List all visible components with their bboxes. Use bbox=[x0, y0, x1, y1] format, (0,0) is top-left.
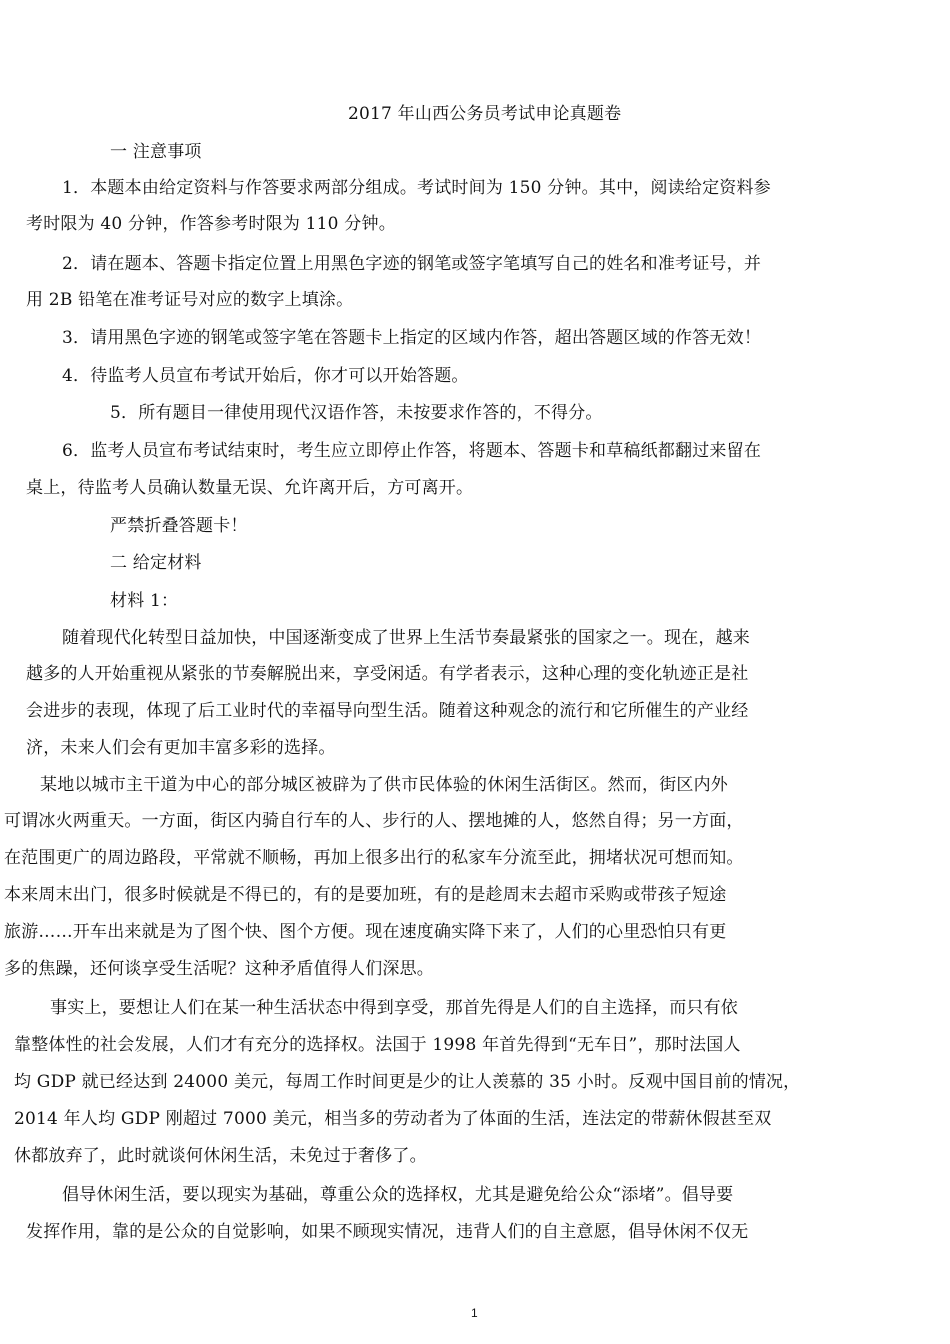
warning-text: 严禁折叠答题卡！ bbox=[110, 516, 248, 536]
notice-item-5: 5．所有题目一律使用现代汉语作答，未按要求作答的，不得分。 bbox=[110, 403, 603, 423]
notice-item-4: 4．待监考人员宣布考试开始后，你才可以开始答题。 bbox=[62, 366, 469, 386]
para2-line-4: 本来周末出门，很多时候就是不得已的，有的是要加班，有的是趁周末去超市采购或带孩子短途 bbox=[4, 885, 727, 905]
notice-item-1-line-1: 1．本题本由给定资料与作答要求两部分组成。考试时间为 150 分钟。其中，阅读给定资料参 bbox=[62, 178, 771, 198]
para3-line-3: 均 GDP 就已经达到 24000 美元，每周工作时间更是少的让人羡慕的 35 小时。反观中国目前的情况， bbox=[14, 1072, 801, 1092]
material-label: 材料 1： bbox=[110, 591, 179, 611]
para2-line-2: 可谓冰火两重天。一方面，街区内骑自行车的人、步行的人、摆地摊的人，悠然自得；另一方面， bbox=[4, 811, 744, 831]
para2-line-1: 某地以城市主干道为中心的部分城区被辟为了供市民体验的休闲生活街区。然而，街区内外 bbox=[40, 775, 728, 795]
notice-item-1-line-2: 考时限为 40 分钟，作答参考时限为 110 分钟。 bbox=[26, 214, 396, 234]
section-heading-materials: 二 给定材料 bbox=[110, 553, 202, 573]
para1-line-3: 会进步的表现，体现了后工业时代的幸福导向型生活。随着这种观念的流行和它所催生的产业经 bbox=[26, 701, 749, 721]
page-number: 1 bbox=[471, 1306, 478, 1320]
section-heading-notes: 一 注意事项 bbox=[110, 142, 202, 162]
notice-item-6-line-1: 6．监考人员宣布考试结束时，考生应立即停止作答，将题本、答题卡和草稿纸都翻过来留在 bbox=[62, 441, 762, 461]
notice-item-2-line-2: 用 2B 铅笔在准考证号对应的数字上填涂。 bbox=[26, 290, 354, 310]
notice-item-6-line-2: 桌上，待监考人员确认数量无误、允许离开后，方可离开。 bbox=[26, 478, 474, 498]
para2-line-3: 在范围更广的周边路段，平常就不顺畅，再加上很多出行的私家车分流至此，拥堵状况可想而知。 bbox=[4, 848, 744, 868]
para2-line-5: 旅游……开车出来就是为了图个快、图个方便。现在速度确实降下来了，人们的心里恐怕只有更 bbox=[4, 922, 727, 942]
para3-line-4: 2014 年人均 GDP 刚超过 7000 美元，相当多的劳动者为了体面的生活，连法定的带薪休假甚至双 bbox=[14, 1109, 772, 1129]
para3-line-5: 休都放弃了，此时就谈何休闲生活，未免过于奢侈了。 bbox=[14, 1146, 427, 1166]
notice-item-2-line-1: 2．请在题本、答题卡指定位置上用黑色字迹的钢笔或签字笔填写自己的姓名和准考证号，并 bbox=[62, 254, 762, 274]
para1-line-2: 越多的人开始重视从紧张的节奏解脱出来，享受闲适。有学者表示，这种心理的变化轨迹正是社 bbox=[26, 664, 749, 684]
para4-line-1: 倡导休闲生活，要以现实为基础，尊重公众的选择权，尤其是避免给公众“添堵”。倡导要 bbox=[62, 1185, 734, 1205]
para1-line-1: 随着现代化转型日益加快，中国逐渐变成了世界上生活节奏最紧张的国家之一。现在，越来 bbox=[62, 628, 750, 648]
notice-item-3: 3．请用黑色字迹的钢笔或签字笔在答题卡上指定的区域内作答，超出答题区域的作答无效！ bbox=[62, 328, 762, 348]
para2-line-6: 多的焦躁，还何谈享受生活呢？这种矛盾值得人们深思。 bbox=[4, 959, 434, 979]
para1-line-4: 济，未来人们会有更加丰富多彩的选择。 bbox=[26, 738, 336, 758]
para3-line-1: 事实上，要想让人们在某一种生活状态中得到享受，那首先得是人们的自主选择，而只有依 bbox=[50, 998, 738, 1018]
document-title: 2017 年山西公务员考试申论真题卷 bbox=[348, 104, 622, 124]
para4-line-2: 发挥作用，靠的是公众的自觉影响，如果不顾现实情况，违背人们的自主意愿，倡导休闲不仅无 bbox=[26, 1222, 749, 1242]
para3-line-2: 靠整体性的社会发展，人们才有充分的选择权。法国于 1998 年首先得到“无车日”，那时法国人 bbox=[14, 1035, 741, 1055]
